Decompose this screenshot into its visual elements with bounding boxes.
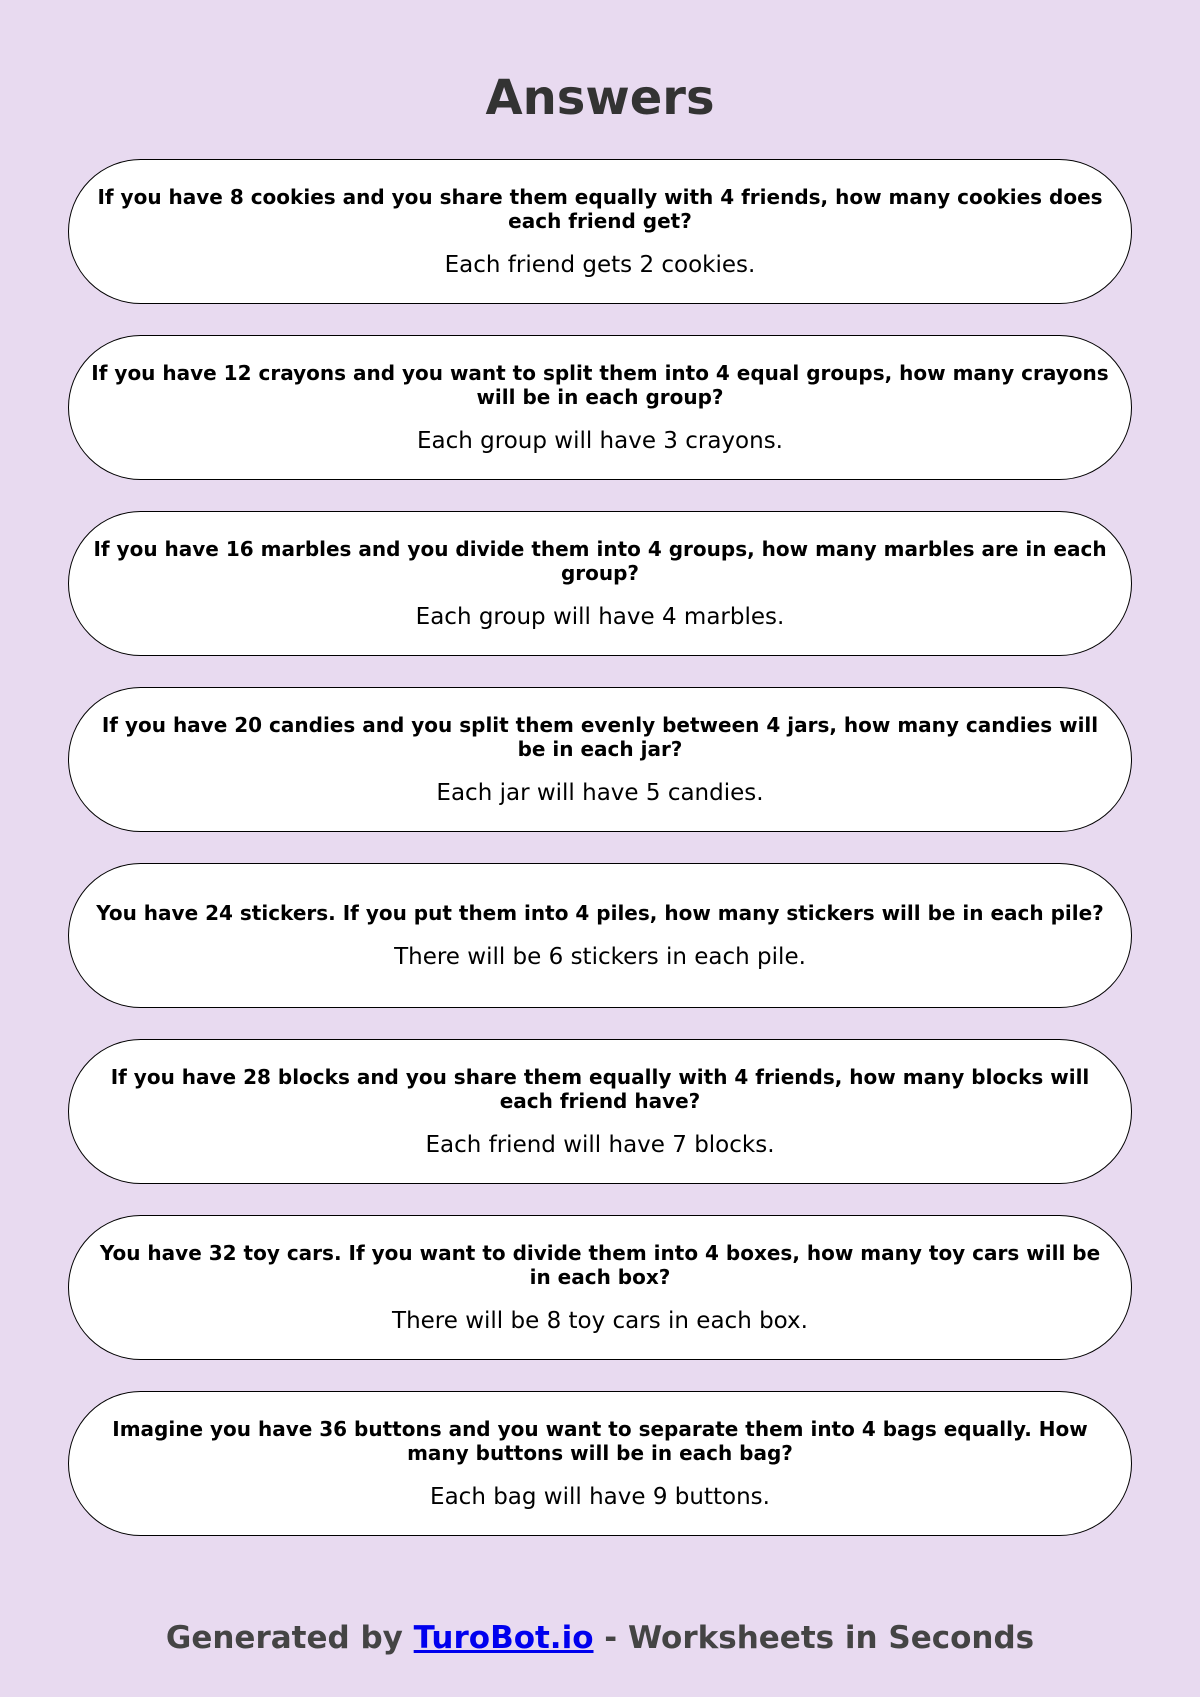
answer-text: Each bag will have 9 buttons. xyxy=(430,1483,770,1510)
question-text: You have 32 toy cars. If you want to divide them into 4 boxes, how many toy cars will be in each box? xyxy=(99,1240,1101,1289)
question-text: If you have 16 marbles and you divide them into 4 groups, how many marbles are in each group? xyxy=(93,536,1107,585)
turobot-link[interactable]: TuroBot.io xyxy=(413,1620,594,1656)
answer-text: Each group will have 4 marbles. xyxy=(415,603,785,630)
footer xyxy=(0,1618,1200,1658)
answer-text: Each jar will have 5 candies. xyxy=(436,779,764,806)
question-text: Imagine you have 36 buttons and you want to separate them into 4 bags equally. How many buttons will be in each bag? xyxy=(112,1416,1088,1465)
answer-card xyxy=(68,159,1132,304)
footer-prefix: Generated by xyxy=(165,1620,414,1656)
answer-card xyxy=(68,335,1132,480)
answer-card xyxy=(68,863,1132,1008)
answer-text: Each friend gets 2 cookies. xyxy=(444,251,756,278)
question-text: If you have 8 cookies and you share them equally with 4 friends, how many cookies does each friend get? xyxy=(97,184,1103,233)
answer-list xyxy=(68,159,1132,1567)
answer-card xyxy=(68,1039,1132,1184)
answer-card xyxy=(68,1215,1132,1360)
answer-text: There will be 8 toy cars in each box. xyxy=(392,1307,808,1334)
question-text: If you have 20 candies and you split them evenly between 4 jars, how many candies will be in each jar? xyxy=(101,712,1099,761)
question-text: If you have 12 crayons and you want to split them into 4 equal groups, how many crayons will be in each group? xyxy=(91,360,1109,409)
answer-card xyxy=(68,511,1132,656)
answer-text: There will be 6 stickers in each pile. xyxy=(394,943,806,970)
footer-suffix: - Worksheets in Seconds xyxy=(593,1620,1035,1656)
answer-text: Each friend will have 7 blocks. xyxy=(425,1131,775,1158)
answer-card xyxy=(68,1391,1132,1536)
page-title: Answers xyxy=(485,70,715,126)
question-text: You have 24 stickers. If you put them into 4 piles, how many stickers will be in each pile? xyxy=(96,900,1104,925)
answer-text: Each group will have 3 crayons. xyxy=(416,427,783,454)
answer-card xyxy=(68,687,1132,832)
question-text: If you have 28 blocks and you share them equally with 4 friends, how many blocks will each friend have? xyxy=(110,1064,1090,1113)
